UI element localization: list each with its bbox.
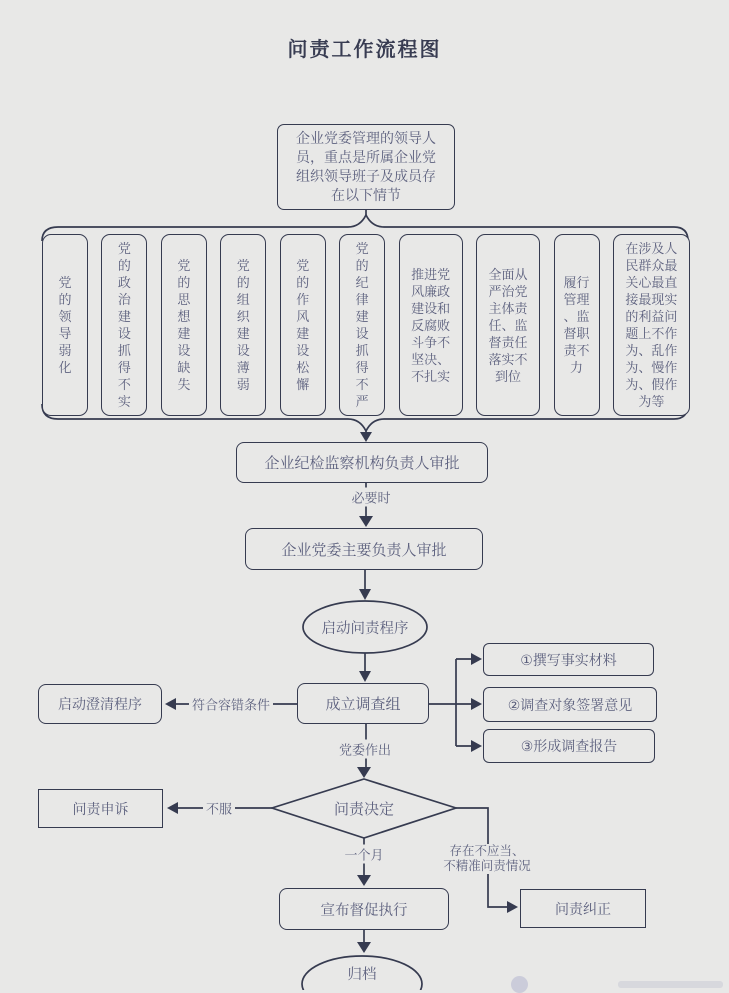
edge-label-when-necessary: 必要时 xyxy=(348,488,393,507)
situation-label: 党的纪律建设抓得不严 xyxy=(355,241,369,409)
watermark-icon xyxy=(511,976,528,993)
situation-label: 党的思想建设缺失 xyxy=(177,258,191,392)
node-step-form-report xyxy=(483,729,655,763)
appeal-label: 问责申诉 xyxy=(72,800,129,817)
situation-box xyxy=(554,234,600,416)
step3-label: ③形成调查报告 xyxy=(520,738,618,754)
edge-label-one-month: 一个月 xyxy=(341,845,386,864)
clarification-label: 启动澄清程序 xyxy=(58,696,142,712)
edge-label-party-committee: 党委作出 xyxy=(336,740,394,759)
investigation-team-label: 成立调查组 xyxy=(325,696,401,713)
situation-box xyxy=(220,234,266,416)
situation-label: 履行管理、监督职责不力 xyxy=(563,275,590,375)
situation-label: 党的作风建设松懈 xyxy=(296,258,310,392)
decision-diamond xyxy=(272,779,456,838)
situation-label: 在涉及人民群众最关心最直接最现实的利益问题上不作为、乱作为、慢作为、假作为等 xyxy=(625,241,678,409)
situation-label: 推进党风廉政建设和反腐败斗争不坚决、不扎实 xyxy=(411,266,451,384)
step2-label: ②调查对象签署意见 xyxy=(507,696,633,713)
situation-box xyxy=(476,234,540,416)
discipline-approval-label: 企业纪检监察机构负责人审批 xyxy=(264,455,460,472)
archive-ellipse xyxy=(302,956,422,990)
decision-label: 问责决定 xyxy=(333,801,394,818)
node-appeal xyxy=(38,789,163,828)
page-title: 问责工作流程图 xyxy=(287,39,442,61)
situation-box xyxy=(399,234,463,416)
node-clarification xyxy=(38,684,162,724)
start-procedure-ellipse xyxy=(303,601,427,653)
watermark-text xyxy=(618,981,723,988)
situation-box xyxy=(339,234,385,416)
edge-label-improper xyxy=(429,844,545,874)
situation-label: 党的领导弱化 xyxy=(58,275,72,375)
node-discipline-approval xyxy=(236,442,488,483)
situation-row xyxy=(42,234,690,416)
node-party-committee-approval xyxy=(245,528,483,570)
situation-box xyxy=(280,234,326,416)
node-correction xyxy=(520,889,646,928)
situation-box xyxy=(613,234,690,416)
situation-box xyxy=(161,234,207,416)
step1-label: ①撰写事实材料 xyxy=(520,651,617,668)
situation-box xyxy=(42,234,88,416)
scope-text: 企业党委管理的领导人员，重点是所属企业党组织领导班子及成员存在以下情节 xyxy=(296,130,436,203)
node-step-sign-opinion xyxy=(483,687,657,722)
situation-label: 党的政治建设抓得不实 xyxy=(117,241,131,409)
edge-label-tolerance: 符合容错条件 xyxy=(189,695,273,714)
node-scope-box xyxy=(277,124,455,210)
node-announce-supervise xyxy=(279,888,449,930)
announce-label: 宣布督促执行 xyxy=(320,902,408,919)
start-procedure-label: 启动问责程序 xyxy=(321,620,409,637)
situation-label: 全面从严治党主体责任、监督责任落实不到位 xyxy=(488,266,528,384)
correction-label: 问责纠正 xyxy=(555,900,611,917)
node-investigation-team xyxy=(297,683,429,724)
archive-label: 归档 xyxy=(347,966,377,983)
situation-label: 党的组织建设薄弱 xyxy=(236,258,250,392)
node-step-write-materials xyxy=(483,643,654,676)
situation-box xyxy=(101,234,147,416)
edge-label-refuse: 不服 xyxy=(203,799,235,818)
edge-label-improper-line2: 不精准问责情况 xyxy=(443,859,531,873)
party-committee-approval-label: 企业党委主要负责人审批 xyxy=(281,541,447,559)
edge-label-improper-line1: 存在不应当、 xyxy=(449,844,525,858)
